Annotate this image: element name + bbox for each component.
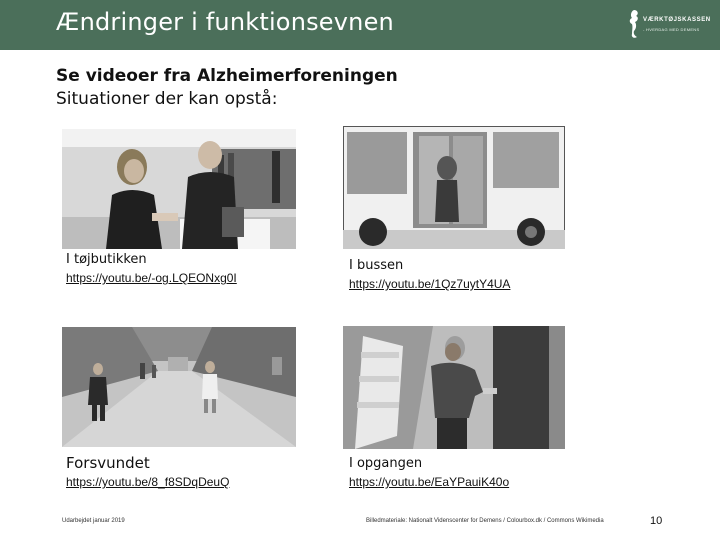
section-subheading: Situationer der kan opstå: (56, 89, 278, 109)
page-number: 10 (650, 515, 663, 527)
footer-date: Udarbejdet januar 2019 (62, 518, 125, 524)
page-title: Ændringer i funktionsevnen (56, 8, 394, 36)
logo-name: VÆRKTØJSKASSEN (643, 17, 711, 23)
footer-credit: Billedmateriale: Nationalt Videnscenter for Demens / Colourbox.dk / Commons Wikimedia (366, 518, 604, 524)
seahorse-icon (626, 8, 642, 42)
video-label-bus: I bussen (349, 258, 404, 273)
photo-clothing-store (62, 129, 296, 249)
logo-tagline: - HVERDAG MED DEMENS (643, 27, 700, 32)
video-label-stairwell: I opgangen (349, 456, 423, 471)
video-link-clothing-store[interactable]: https://youtu.be/-og.LQEONxg0I (66, 271, 237, 285)
video-link-stairwell[interactable]: https://youtu.be/EaYPauiK40o (349, 475, 510, 489)
video-label-clothing-store: I tøjbutikken (66, 252, 147, 267)
video-link-lost[interactable]: https://youtu.be/8_f8SDqDeuQ (66, 475, 230, 489)
video-link-bus[interactable]: https://youtu.be/1Qz7uytY4UA (349, 277, 511, 291)
brand-logo (626, 8, 716, 42)
photo-stairwell (343, 326, 565, 449)
video-label-lost: Forsvundet (66, 454, 150, 472)
photo-street (62, 327, 296, 447)
header-bar (0, 0, 720, 50)
photo-bus (343, 126, 565, 249)
section-heading: Se videoer fra Alzheimerforeningen (56, 66, 398, 86)
